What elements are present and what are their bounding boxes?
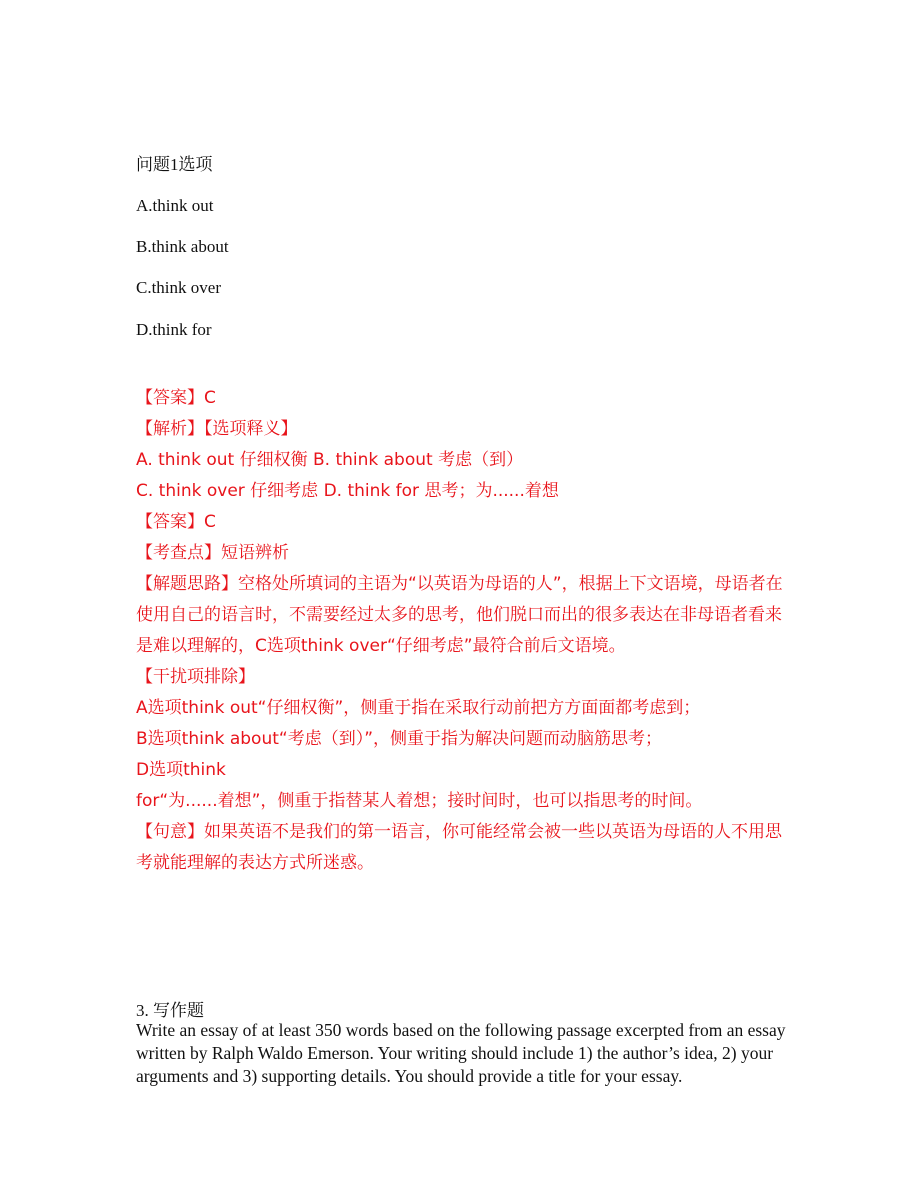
option-b: B.think about [136,237,229,256]
sentence-meaning: 【句意】如果英语不是我们的第一语言，你可能经常会被一些以英语为母语的人不用思考就能理解的表达方式所迷惑。 [136,822,782,873]
answer-label: 【答案】C [136,388,216,408]
section-3-heading: 3. 写作题 [136,1001,204,1020]
distractor-d-line-1: D选项think [136,760,226,780]
gloss-line-1: A. think out 仔细权衡 B. think about 考虑（到） [136,450,524,470]
question-heading: 问题1选项 [136,155,213,174]
distractor-b: B选项think about“考虑（到）”，侧重于指为解决问题而动脑筋思考； [136,729,663,749]
essay-prompt: Write an essay of at least 350 words based on the following passage excerpted from an essay written by Ralph Waldo Emerson. Your writing should include 1) the author’s idea, 2) your arguments and 3) supporting details. You should provide a title for your essay. [136,1020,786,1086]
analysis-title: 【解析】【选项释义】 [136,419,298,439]
option-a: A.think out [136,196,214,215]
gloss-line-2: C. think over 仔细考虑 D. think for 思考；为......着想 [136,481,559,501]
answer-label-repeat: 【答案】C [136,512,216,532]
option-c: C.think over [136,278,221,297]
answer-analysis-block [136,383,796,879]
reasoning-paragraph: 【解题思路】空格处所填词的主语为“以英语为母语的人”，根据上下文语境，母语者在使用自己的语言时，不需要经过太多的思考，他们脱口而出的很多表达在非母语者看来是难以理解的，C选项think over“仔细考虑”最符合前后文语境。 [136,574,783,656]
distractor-d-line-2: for“为......着想”，侧重于指替某人着想；接时间时，也可以指思考的时间。 [136,791,703,811]
option-d: D.think for [136,320,212,339]
exam-point: 【考查点】短语辨析 [136,543,289,563]
distractor-a: A选项think out“仔细权衡”，侧重于指在采取行动前把方方面面都考虑到； [136,698,701,718]
distractor-title: 【干扰项排除】 [136,667,255,687]
